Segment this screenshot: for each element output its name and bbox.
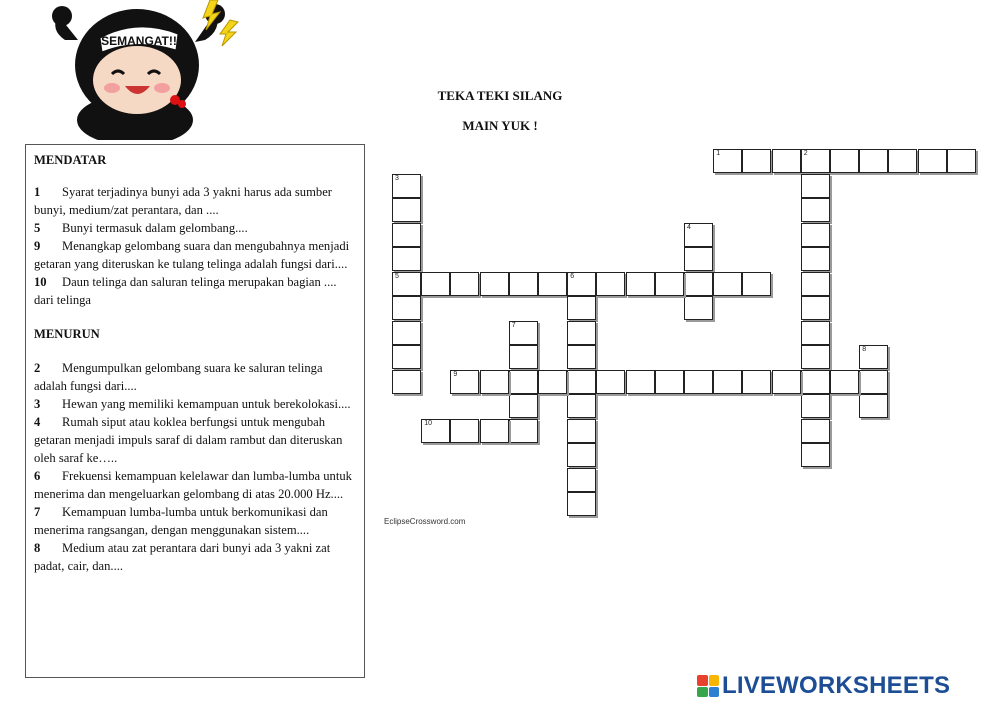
crossword-cell[interactable] — [509, 345, 538, 369]
crossword-cell[interactable] — [567, 272, 596, 296]
crossword-cell[interactable] — [567, 468, 596, 492]
down-heading: MENURUN — [34, 327, 100, 341]
crossword-cell[interactable] — [801, 443, 830, 467]
crossword-cell[interactable] — [567, 443, 596, 467]
crossword-cell[interactable] — [567, 419, 596, 443]
clue-text: Hewan yang memiliki kemampuan untuk berekolokasi.... — [62, 397, 351, 411]
mascot-illustration — [40, 0, 240, 140]
crossword-cell[interactable] — [509, 321, 538, 345]
crossword-cell[interactable] — [801, 272, 830, 296]
ninja-girl-icon — [52, 4, 225, 140]
crossword-cell[interactable] — [450, 272, 479, 296]
crossword-cell[interactable] — [392, 198, 421, 222]
crossword-cell[interactable] — [392, 345, 421, 369]
crossword-cell[interactable] — [392, 296, 421, 320]
crossword-cell[interactable] — [801, 174, 830, 198]
crossword-cell[interactable] — [742, 272, 771, 296]
clue-item — [34, 413, 356, 467]
crossword-cell[interactable] — [450, 370, 479, 394]
clue-text: Menangkap gelombang suara dan mengubahnya menjadi getaran yang diteruskan ke tulang telinga adalah fungsi dari.... — [34, 239, 350, 271]
clue-item — [34, 467, 356, 503]
crossword-cell[interactable] — [538, 370, 567, 394]
brand-logo — [697, 671, 950, 701]
crossword-cell[interactable] — [567, 321, 596, 345]
crossword-cell[interactable] — [392, 247, 421, 271]
crossword-cell[interactable] — [801, 345, 830, 369]
crossword-cell[interactable] — [392, 370, 421, 394]
crossword-cell[interactable] — [801, 296, 830, 320]
cell-number: 1 — [716, 150, 721, 157]
crossword-cell[interactable] — [596, 370, 625, 394]
clue-text: Bunyi termasuk dalam gelombang.... — [62, 221, 248, 235]
clue-number: 3 — [34, 397, 41, 411]
crossword-cell[interactable] — [801, 223, 830, 247]
crossword-cell[interactable] — [421, 419, 450, 443]
liveworksheets-logo-icon — [697, 675, 719, 697]
cell-number: 6 — [570, 272, 575, 280]
crossword-cell[interactable] — [509, 370, 538, 394]
headband-text: SEMANGAT!! — [101, 34, 177, 48]
crossword-cell[interactable] — [655, 370, 684, 394]
clue-text: Kemampuan lumba-lumba untuk berkomunikasi dan menerima rangsangan, dengan menggunakan sistem.... — [34, 505, 328, 537]
crossword-cell[interactable] — [392, 321, 421, 345]
down-clue-list — [34, 359, 356, 575]
clue-number: 5 — [34, 221, 41, 235]
crossword-cell[interactable] — [684, 370, 713, 394]
clue-number: 2 — [34, 361, 41, 375]
clue-text: Rumah siput atau koklea berfungsi untuk mengubah getaran menjadi impuls saraf di dalam rambut dan diteruskan oleh saraf ke….. — [34, 415, 343, 465]
clue-number: 6 — [34, 469, 41, 483]
clue-item — [34, 219, 356, 237]
page-title: TEKA TEKI SILANG — [437, 88, 563, 103]
crossword-cell[interactable] — [859, 370, 888, 394]
clue-text: Frekuensi kemampuan kelelawar dan lumba-lumba untuk menerima dan mengeluarkan gelombang di atas 20.000 Hz.... — [34, 469, 352, 501]
crossword-cell[interactable] — [509, 272, 538, 296]
clue-number: 1 — [34, 185, 41, 199]
crossword-cell[interactable] — [830, 149, 859, 173]
clue-number: 8 — [34, 541, 41, 555]
cell-number: 8 — [862, 346, 867, 353]
crossword-cell[interactable] — [392, 174, 421, 198]
cell-number: 3 — [395, 174, 399, 182]
crossword-cell[interactable] — [567, 394, 596, 418]
crossword-cell[interactable] — [713, 149, 742, 173]
crossword-cell[interactable] — [626, 370, 655, 394]
clue-number: 10 — [34, 275, 47, 289]
crossword-cell[interactable] — [392, 223, 421, 247]
crossword-cell[interactable] — [742, 370, 771, 394]
crossword-cell[interactable] — [918, 149, 947, 173]
crossword-cell[interactable] — [801, 149, 830, 173]
crossword-cell[interactable] — [859, 394, 888, 418]
crossword-cell[interactable] — [567, 296, 596, 320]
clue-text: Syarat terjadinya bunyi ada 3 yakni harus ada sumber bunyi, medium/zat perantara, dan .... — [34, 185, 332, 217]
page-subtitle: MAIN YUK ! — [462, 118, 538, 133]
crossword-cell[interactable] — [480, 370, 509, 394]
crossword-cell[interactable] — [801, 198, 830, 222]
crossword-cell[interactable] — [713, 272, 742, 296]
crossword-cell[interactable] — [801, 419, 830, 443]
crossword-cell[interactable] — [801, 370, 830, 394]
crossword-cell[interactable] — [421, 272, 450, 296]
cell-number: 5 — [395, 272, 399, 280]
crossword-cell[interactable] — [772, 149, 801, 173]
across-heading: MENDATAR — [34, 153, 107, 167]
clue-item — [34, 183, 356, 219]
credit-text: EclipseCrossword.com — [384, 517, 466, 526]
crossword-cell[interactable] — [538, 272, 567, 296]
clue-panel — [25, 144, 365, 678]
clue-text: Medium atau zat perantara dari bunyi ada 3 yakni zat padat, cair, dan.... — [34, 541, 331, 573]
clue-number: 7 — [34, 505, 41, 519]
clue-item — [34, 395, 356, 413]
clue-item — [34, 237, 356, 273]
crossword-cell[interactable] — [801, 321, 830, 345]
cell-number: 2 — [803, 150, 808, 157]
crossword-cell[interactable] — [888, 149, 917, 173]
crossword-cell[interactable] — [713, 370, 742, 394]
cell-number: 7 — [511, 321, 516, 329]
crossword-cell[interactable] — [742, 149, 771, 173]
crossword-cell[interactable] — [509, 419, 538, 443]
clue-item — [34, 359, 356, 395]
clue-number: 4 — [34, 415, 41, 429]
cell-number: 9 — [453, 370, 458, 378]
clue-item — [34, 273, 356, 309]
crossword-cell[interactable] — [567, 345, 596, 369]
crossword-cell[interactable] — [772, 370, 801, 394]
brand-text: LIVEWORKSHEETS — [722, 672, 951, 699]
crossword-cell[interactable] — [684, 296, 713, 320]
crossword-cell[interactable] — [655, 272, 684, 296]
crossword-cell[interactable] — [480, 419, 509, 443]
crossword-cell[interactable] — [567, 492, 596, 516]
crossword-cell[interactable] — [684, 272, 713, 296]
across-clue-list — [34, 183, 356, 309]
clue-item — [34, 503, 356, 539]
crossword-cell[interactable] — [450, 419, 479, 443]
clue-text: Mengumpulkan gelombang suara ke saluran telinga adalah fungsi dari.... — [34, 361, 323, 393]
crossword-cell[interactable] — [480, 272, 509, 296]
crossword-cell[interactable] — [684, 223, 713, 247]
crossword-cell[interactable] — [830, 370, 859, 394]
crossword-cell[interactable] — [509, 394, 538, 418]
crossword-cell[interactable] — [392, 272, 421, 296]
crossword-cell[interactable] — [801, 247, 830, 271]
crossword-cell[interactable] — [801, 394, 830, 418]
crossword-cell[interactable] — [596, 272, 625, 296]
crossword-cell[interactable] — [859, 149, 888, 173]
crossword-cell[interactable] — [859, 345, 888, 369]
crossword-cell[interactable] — [684, 247, 713, 271]
cell-number: 10 — [424, 419, 432, 427]
crossword-cell[interactable] — [567, 370, 596, 394]
cell-number: 4 — [687, 223, 691, 231]
clue-number: 9 — [34, 239, 41, 253]
clue-text: Daun telinga dan saluran telinga merupakan bagian .... dari telinga — [34, 275, 337, 307]
clue-item — [34, 539, 356, 575]
crossword-cell[interactable] — [626, 272, 655, 296]
crossword-cell[interactable] — [947, 149, 976, 173]
